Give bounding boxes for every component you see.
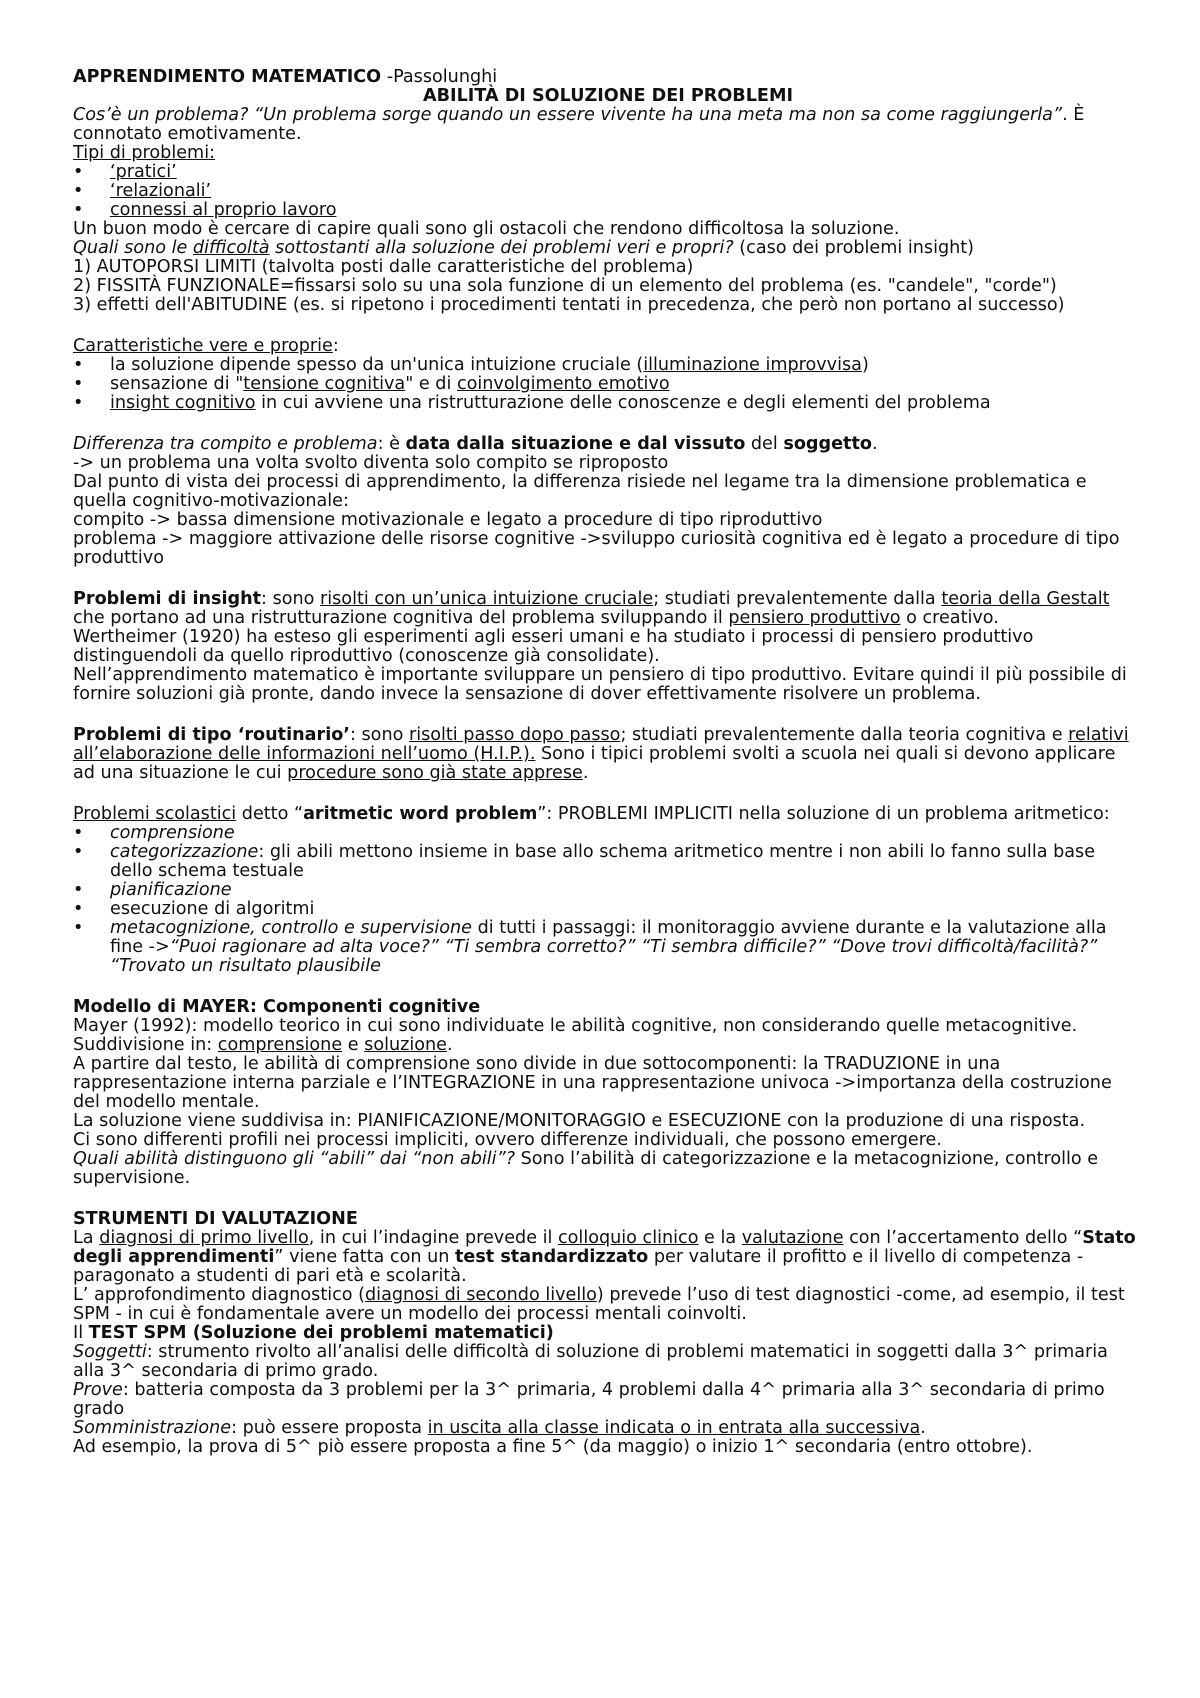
dq-b: sottostanti alla soluzione dei problemi veri e propri? [269, 238, 734, 258]
document-page [73, 68, 1143, 1457]
c3-b: in cui avviene una ristrutturazione delle conoscenze e degli elementi del problema [255, 393, 991, 413]
type-item-text: connessi al proprio lavoro [110, 200, 337, 220]
tl-b: , in cui l’indagine prevede il [308, 1228, 558, 1248]
tl-u2: colloquio clinico [558, 1228, 699, 1248]
list-item [73, 824, 1143, 843]
mayer-paragraph-5 [73, 1150, 1143, 1188]
my-c: . [447, 1035, 453, 1055]
types-label [73, 144, 1143, 163]
scholastic-list [73, 824, 1143, 976]
sch-i1: comprensione [110, 823, 235, 843]
my-b: e [342, 1035, 365, 1055]
difference-line: problema -> maggiore attivazione delle risorse cognitive ->sviluppo curiosità cognitiva ed è legato a procedure di tipo produttivo [73, 529, 1120, 568]
rt-u4: procedure sono già state apprese [287, 763, 583, 783]
tl-f: per valutare il profitto e il livello di competenza -paragonato a studenti di pari età e scolarità. [73, 1247, 1084, 1286]
spm-administration [73, 1419, 1143, 1438]
sch-i5-q: “Puoi ragionare ad alta voce?” “Ti sembra corretto?” “Ti sembra difficile?” “Dove trovi difficoltà/facilità?” “Trovato un risultato plausibile [110, 937, 1098, 976]
list-item [73, 394, 1143, 413]
tl2-u: diagnosi di secondo livello [365, 1285, 597, 1305]
document-subtitle: ABILITÀ DI SOLUZIONE DEI PROBLEMI [423, 86, 793, 106]
diff-mid2: del [745, 434, 784, 454]
c2-b: " e di [405, 374, 457, 394]
sch-i2-i: categorizzazione [110, 842, 259, 862]
my-p5-i: Quali abilità distinguono gli “abili” dai “non abili”? [73, 1149, 516, 1169]
my-u2: soluzione [364, 1035, 448, 1055]
list-item [73, 881, 1143, 900]
difference-heading [73, 435, 1143, 454]
tl-e: ” viene fatta con un [274, 1247, 455, 1267]
tl-a: La [73, 1228, 100, 1248]
diff-end: . [871, 434, 878, 454]
c3-u: insight cognitivo [110, 393, 256, 413]
insight-paragraph-3: Nell’apprendimento matematico è importante sviluppare un pensiero di tipo produttivo. Evitare quindi il più possibile di fornire soluzioni già pronte, dando invece la sensazione di dover effettivamente risolvere un problema. [73, 665, 1127, 704]
list-item [73, 356, 1143, 375]
list-item [73, 375, 1143, 394]
sch-u: Problemi scolastici [73, 804, 237, 824]
adm-b: . [920, 1418, 926, 1438]
type-item-text: ‘relazionali’ [110, 181, 212, 201]
c2-a: sensazione di " [110, 374, 244, 394]
diff-mid: : è [377, 434, 406, 454]
tl-c: e la [698, 1228, 742, 1248]
scholastic-heading [73, 805, 1143, 824]
c2-u2: coinvolgimento emotivo [456, 374, 670, 394]
routine-paragraph [73, 726, 1143, 783]
difference-line: -> un problema una volta svolto diventa solo compito se riproposto [73, 453, 669, 473]
tools-paragraph-1 [73, 1229, 1143, 1286]
spm-subjects [73, 1343, 1143, 1381]
sch-b: ”: PROBLEMI IMPLICITI nella soluzione di un problema aritmetico: [537, 804, 1110, 824]
types-label-text: Tipi di problemi: [73, 143, 216, 163]
rt-b: ; studiati prevalentemente dalla teoria cognitiva e [620, 725, 1069, 745]
difficulty-item: 1) AUTOPORSI LIMITI (talvolta posti dalle caratteristiche del problema) [73, 257, 694, 277]
c1-b: ) [861, 355, 869, 375]
sch-a: detto “ [236, 804, 304, 824]
sch-i5-t: di tutti i passaggi: il monitoraggio avviene durante e la valutazione alla fine -> [110, 918, 1107, 957]
difficulty-question [73, 239, 1143, 258]
list-item [73, 163, 1143, 182]
rt-d: . [582, 763, 589, 783]
my-u1: comprensione [217, 1035, 343, 1055]
intro-question [73, 106, 1143, 144]
rt-u1: risolti passo dopo passo [408, 725, 621, 745]
routine-label: Problemi di tipo ‘routinario’ [73, 725, 350, 745]
my-a: Mayer (1992): modello teorico in cui sono individuate le abilità cognitive, non considerando quelle metacognitive. Suddivisione in: [73, 1016, 1078, 1055]
ins-u1: risolti con un’unica intuizione cruciale [320, 589, 654, 609]
difficulty-item: 3) effetti dell'ABITUDINE (es. si ripetono i procedimenti tentati in precedenza, che però non portano al successo) [73, 295, 1065, 315]
dq-u: difficoltà [192, 238, 270, 258]
subj-t: : strumento rivolto all’analisi delle difficoltà di soluzione di problemi matematici in soggetti dalla 3^ primaria alla 3^ secondaria di primo grado. [73, 1342, 1108, 1381]
characteristics-list [73, 356, 1143, 413]
sch-i2-t: : gli abili mettono insieme in base allo schema aritmetico mentre i non abili lo fanno sulla base dello schema testuale [110, 842, 1096, 881]
ins-a: : sono [261, 589, 321, 609]
list-item [73, 919, 1143, 976]
title-line [73, 68, 1143, 87]
sch-i4: esecuzione di algoritmi [110, 899, 315, 919]
diff-bold1: data dalla situazione e dal vissuto [405, 434, 746, 454]
spm-bold: TEST SPM (Soluzione dei problemi matematici) [88, 1323, 554, 1343]
rt-u2: relativi [1068, 725, 1129, 745]
c2-u1: tensione cognitiva [243, 374, 406, 394]
characteristics-label [73, 337, 1143, 356]
sch-i3: pianificazione [110, 880, 232, 900]
difficulty-item: 2) FISSITÀ FUNZIONALE=fissarsi solo su una sola funzione di un elemento del problema (es. "candele", "corde") [73, 276, 1057, 296]
ins-d: o creativo. [900, 608, 999, 628]
intro-question-tail: . È connotato emotivamente. [73, 105, 1085, 144]
c1-a: la soluzione dipende spesso da un'unica intuizione cruciale ( [110, 355, 644, 375]
document-title: APPRENDIMENTO MATEMATICO [73, 67, 382, 87]
prove-i: Prove [73, 1380, 123, 1400]
prove-t: : batteria composta da 3 problemi per la 3^ primaria, 4 problemi dalla 4^ primaria alla 3^ secondaria di primo grado [73, 1380, 1105, 1419]
types-list [73, 163, 1143, 220]
ins-u2: teoria della Gestalt [941, 589, 1110, 609]
list-item [73, 201, 1143, 220]
rt-u3: all’elaborazione delle informazioni nell’uomo (H.I.P.). [73, 744, 536, 764]
spm-tests [73, 1381, 1143, 1419]
dq-a: Quali sono le [73, 238, 193, 258]
adm-u: in uscita alla classe indicata o in entrata alla successiva [427, 1418, 921, 1438]
sch-bold: aritmetic word problem [303, 804, 538, 824]
sch-i5-i: metacognizione, controllo e supervisione [110, 918, 473, 938]
tools-paragraph-2 [73, 1286, 1143, 1324]
document-author: -Passolunghi [381, 67, 498, 87]
adm-i: Somministrazione [73, 1418, 232, 1438]
mayer-paragraph-4: Ci sono differenti profili nei processi impliciti, ovvero differenze individuali, che possono emergere. [73, 1130, 942, 1150]
ins-b: ; studiati prevalentemente dalla [653, 589, 942, 609]
characteristics-colon: : [332, 336, 339, 356]
dq-tail: (caso dei problemi insight) [733, 238, 975, 258]
tl-d: con l’accertamento dello “ [843, 1228, 1083, 1248]
rt-c: Sono i tipici problemi svolti a scuola nei quali si devono applicare ad una situazione le cui [73, 744, 1116, 783]
mayer-paragraph-3: La soluzione viene suddivisa in: PIANIFICAZIONE/MONITORAGGIO e ESECUZIONE con la produzione di una risposta. [73, 1111, 1086, 1131]
diff-bold2: soggetto [783, 434, 872, 454]
intro-note: Un buon modo è cercare di capire quali sono gli ostacoli che rendono difficoltosa la soluzione. [73, 219, 900, 239]
ins-u3: pensiero produttivo [728, 608, 901, 628]
c1-u: illuminazione improvvisa [643, 355, 862, 375]
difference-line: Dal punto di vista dei processi di apprendimento, la differenza risiede nel legame tra la dimensione problematica e quella cognitivo-motivazionale: [73, 472, 1087, 511]
rt-a: : sono [350, 725, 409, 745]
adm-a: : può essere proposta [231, 1418, 428, 1438]
list-item [73, 843, 1143, 881]
mayer-paragraph-1 [73, 1017, 1143, 1055]
type-item-text: ‘pratici’ [110, 162, 177, 182]
mayer-paragraph-2: A partire dal testo, le abilità di comprensione sono divide in due sottocomponenti: la TRADUZIONE in una rappresentazione interna parziale e l’INTEGRAZIONE in una rappresentazione univoca ->importanza della costruzione del modello mentale. [73, 1054, 1112, 1112]
ins-c: che portano ad una ristrutturazione cognitiva del problema sviluppando il [73, 608, 729, 628]
spm-a: Il [73, 1323, 89, 1343]
difference-line: compito -> bassa dimensione motivazionale e legato a procedure di tipo riproduttivo [73, 510, 823, 530]
subj-i: Soggetti [73, 1342, 147, 1362]
difference-label: Differenza tra compito e problema [73, 434, 378, 454]
insight-paragraph-2: Wertheimer (1920) ha esteso gli esperimenti agli esseri umani e ha studiato i processi di pensiero produttivo distinguendoli da quello riproduttivo (conoscenze già consolidate). [73, 627, 1034, 666]
list-item [73, 182, 1143, 201]
tl2-b: ) prevede l’uso di test diagnostici -come, ad esempio, il test SPM - in cui è fondamentale avere un modello dei processi mentali coinvolti. [73, 1285, 1125, 1324]
tools-heading: STRUMENTI DI VALUTAZIONE [73, 1209, 358, 1229]
tl-u1: diagnosi di primo livello [99, 1228, 309, 1248]
tl-bold2: test standardizzato [454, 1247, 649, 1267]
insight-paragraph [73, 590, 1143, 628]
tl-bold1: Stato degli apprendimenti [73, 1228, 1136, 1267]
tl2-a: L’ approfondimento diagnostico ( [73, 1285, 366, 1305]
my-p5-t: Sono l’abilità di categorizzazione e la metacognizione, controllo e supervisione. [73, 1149, 1099, 1188]
tl-u3: valutazione [741, 1228, 844, 1248]
characteristics-label-text: Caratteristiche vere e proprie [73, 336, 333, 356]
mayer-heading: Modello di MAYER: Componenti cognitive [73, 997, 481, 1017]
spm-example: Ad esempio, la prova di 5^ piò essere proposta a fine 5^ (da maggio) o inizio 1^ secondaria (entro ottobre). [73, 1437, 1033, 1457]
list-item [73, 900, 1143, 919]
intro-question-text: Cos’è un problema? “Un problema sorge quando un essere vivente ha una meta ma non sa come raggiungerla” [73, 105, 1063, 125]
spm-heading [73, 1324, 1143, 1343]
insight-label: Problemi di insight [73, 589, 262, 609]
